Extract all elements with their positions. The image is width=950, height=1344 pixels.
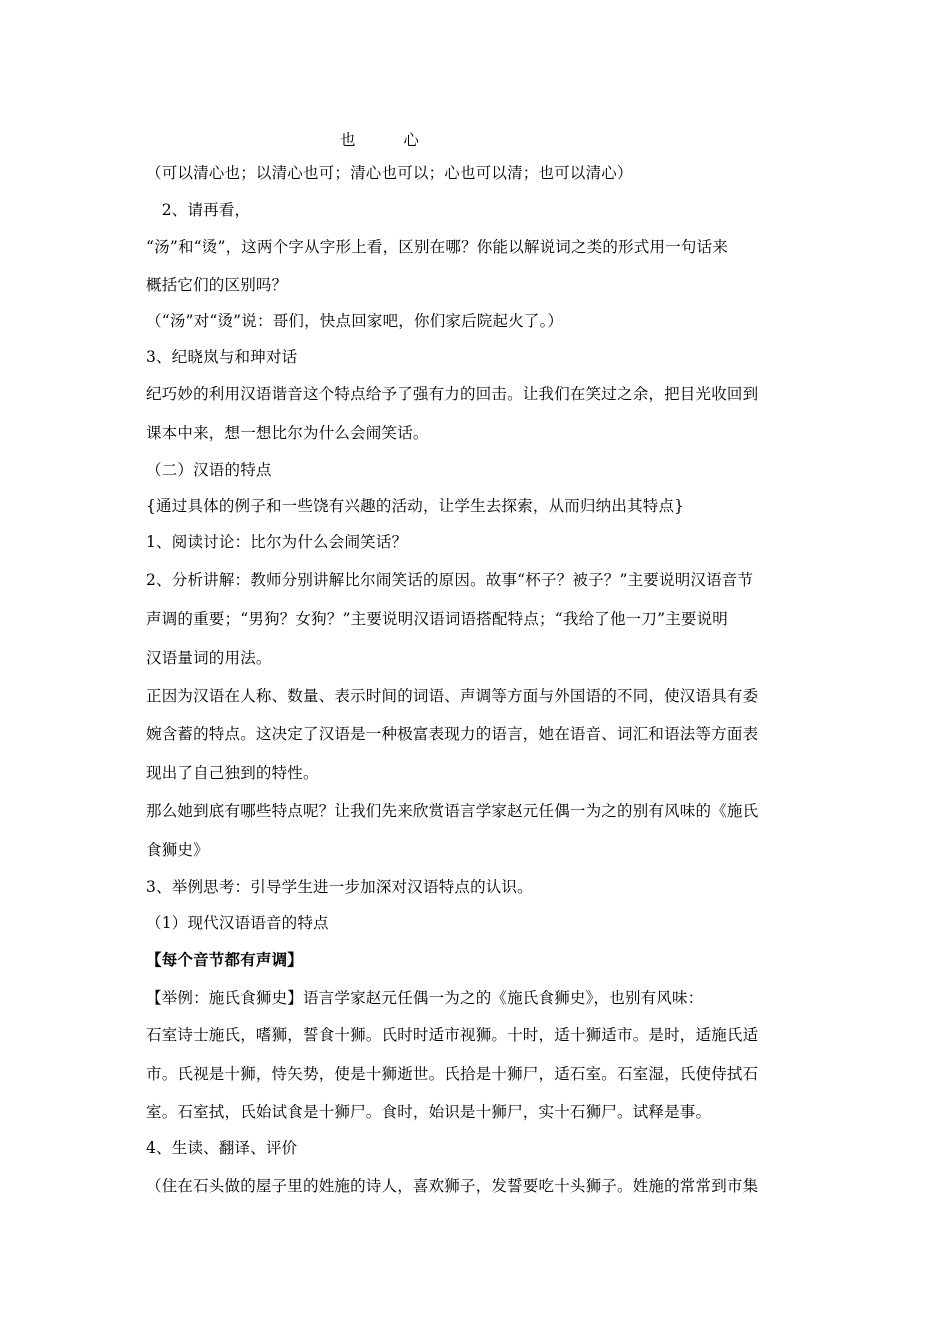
paragraph-line: 2、请再看， xyxy=(146,201,251,219)
paragraph-line: 食狮史》 xyxy=(146,841,209,859)
paragraph-line: 概括它们的区别吗？ xyxy=(146,276,288,294)
paragraph-line: （住在石头做的屋子里的姓施的诗人，喜欢狮子，发誓要吃十头狮子。姓施的常常到市集 xyxy=(146,1177,759,1195)
paragraph-line: 【举例：施氏食狮史】语言学家赵元任偶一为之的《施氏食狮史》，也别有风味： xyxy=(146,989,704,1007)
paragraph-line: 正因为汉语在人称、数量、表示时间的词语、声调等方面与外国语的不同，使汉语具有委 xyxy=(146,687,759,705)
paragraph-line: 声调的重要；“男狗？女狗？”主要说明汉语词语搭配特点；“我给了他一刀”主要说明 xyxy=(146,610,728,628)
paragraph-line: 室。石室拭，氏始试食是十狮尸。食时，始识是十狮尸，实十石狮尸。试释是事。 xyxy=(146,1103,712,1121)
paragraph-line: 石室诗士施氏，嗜狮，誓食十狮。氏时时适市视狮。十时，适十狮适市。是时，适施氏适 xyxy=(146,1026,759,1044)
paragraph-line: “汤”和“烫”，这两个字从字形上看，区别在哪？你能以解说词之类的形式用一句话来 xyxy=(146,238,728,256)
paragraph-line: （“汤”对“烫”说：哥们，快点回家吧，你们家后院起火了。） xyxy=(146,312,564,330)
paragraph-line: {通过具体的例子和一些饶有兴趣的活动，让学生去探索，从而归纳出其特点} xyxy=(146,497,685,515)
paragraph-line: 4、生读、翻译、评价 xyxy=(146,1139,298,1157)
paragraph-line: 课本中来，想一想比尔为什么会闹笑话。 xyxy=(146,424,429,442)
paragraph-line: （1）现代汉语语音的特点 xyxy=(146,914,329,932)
paragraph-line: 3、纪晓岚与和珅对话 xyxy=(146,348,298,366)
paragraph-line: 纪巧妙的利用汉语谐音这个特点给予了强有力的回击。让我们在笑过之余，把目光收回到 xyxy=(146,385,759,403)
paragraph-line: 婉含蓄的特点。这决定了汉语是一种极富表现力的语言，她在语音、词汇和语法等方面表 xyxy=(146,725,759,743)
char-xin: 心 xyxy=(403,131,419,149)
paragraph-line: 1、阅读讨论：比尔为什么会闹笑话？ xyxy=(146,533,408,551)
section-heading: （二）汉语的特点 xyxy=(146,461,272,479)
paragraph-line: 3、举例思考：引导学生进一步加深对汉语特点的认识。 xyxy=(146,878,533,896)
char-ye: 也 xyxy=(340,131,356,149)
paragraph-line: 2、分析讲解：教师分别讲解比尔闹笑话的原因。故事“杯子？被子？”主要说明汉语音节 xyxy=(146,571,754,589)
paragraph-line: 现出了自己独到的特性。 xyxy=(146,764,319,782)
paragraph-line: 那么她到底有哪些特点呢？让我们先来欣赏语言学家赵元任偶一为之的别有风味的《施氏 xyxy=(146,802,759,820)
paragraph-line: 市。氏视是十狮，恃矢势，使是十狮逝世。氏拾是十狮尸，适石室。石室湿，氏使侍拭石 xyxy=(146,1065,759,1083)
paragraph-line: 汉语量词的用法。 xyxy=(146,649,272,667)
paragraph-line: （可以清心也；以清心也可；清心也可以；心也可以清；也可以清心） xyxy=(146,164,633,182)
centered-characters xyxy=(340,128,419,150)
bracket-heading: 【每个音节都有声调】 xyxy=(146,950,304,969)
